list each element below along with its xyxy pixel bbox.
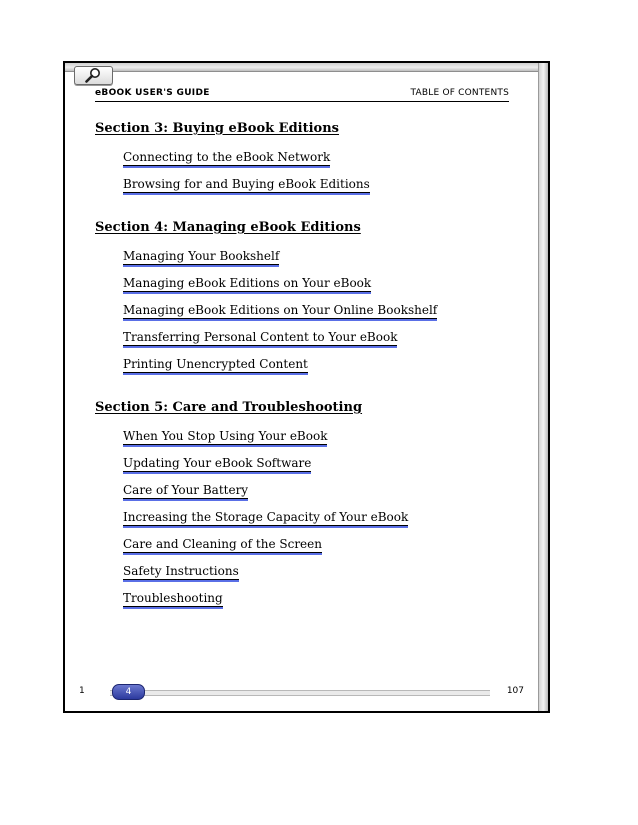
- ebook-reader-window: [63, 61, 550, 713]
- toc-link-storage[interactable]: Increasing the Storage Capacity of Your eBook: [123, 510, 409, 524]
- toc-link-printing[interactable]: Printing Unencrypted Content: [123, 357, 308, 371]
- search-button[interactable]: [74, 66, 113, 85]
- toc-link-stop-using[interactable]: When You Stop Using Your eBook: [123, 429, 328, 443]
- guide-title: eBOOK USER'S GUIDE: [95, 88, 210, 98]
- page-navigation: [65, 683, 548, 701]
- toc-link-transferring[interactable]: Transferring Personal Content to Your eBook: [123, 330, 398, 344]
- toc-link-updating-software[interactable]: Updating Your eBook Software: [123, 456, 312, 470]
- toc-link-battery[interactable]: Care of Your Battery: [123, 483, 249, 497]
- current-page-slider-thumb[interactable]: 4: [112, 684, 145, 700]
- page-header: [95, 87, 509, 102]
- toc-link-safety[interactable]: Safety Instructions: [123, 564, 239, 578]
- toc-link-troubleshooting[interactable]: Troubleshooting: [123, 591, 223, 605]
- toc-link-cleaning-screen[interactable]: Care and Cleaning of the Screen: [123, 537, 322, 551]
- section-label: TABLE OF CONTENTS: [410, 88, 509, 98]
- magnifier-icon: [84, 67, 102, 83]
- section-3-heading[interactable]: Section 3: Buying eBook Editions: [95, 121, 339, 136]
- first-page-number: 1: [79, 686, 85, 696]
- top-bezel: [65, 63, 548, 72]
- page-slider-track[interactable]: [110, 690, 490, 696]
- toc-link-browsing[interactable]: Browsing for and Buying eBook Editions: [123, 177, 370, 191]
- right-scrollbar[interactable]: [538, 63, 548, 711]
- toc-link-managing-on-ebook[interactable]: Managing eBook Editions on Your eBook: [123, 276, 372, 290]
- toc-link-bookshelf[interactable]: Managing Your Bookshelf: [123, 249, 280, 263]
- section-5-heading[interactable]: Section 5: Care and Troubleshooting: [95, 400, 363, 415]
- section-4-heading[interactable]: Section 4: Managing eBook Editions: [95, 220, 361, 235]
- last-page-number: 107: [506, 686, 524, 696]
- toc-link-connecting[interactable]: Connecting to the eBook Network: [123, 150, 331, 164]
- toc-link-online-bookshelf[interactable]: Managing eBook Editions on Your Online Bookshelf: [123, 303, 438, 317]
